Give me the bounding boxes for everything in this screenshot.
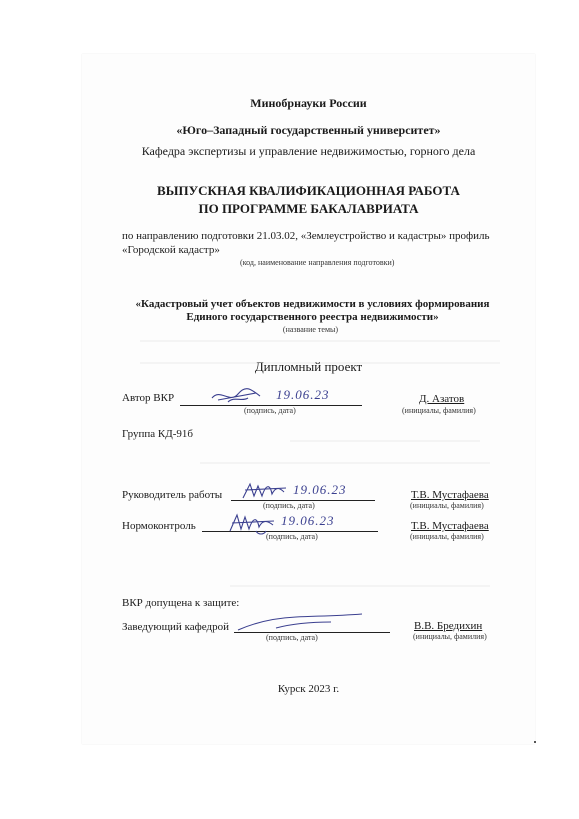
city-year: Курск 2023 г. (277, 683, 340, 695)
topic-line2: Единого государственного реестра недвижимости» (186, 311, 439, 323)
project-type: Дипломный проект (254, 359, 363, 374)
normcontrol-label: Нормоконтроль (122, 520, 196, 532)
author-name: Д. Азатов (419, 393, 465, 405)
supervisor-name: Т.В. Мустафаева (411, 489, 489, 501)
normcontrol-signature-date: 19.06.23 (281, 513, 335, 528)
department-name: Кафедра экспертизы и управление недвижимостью, горного дела (141, 144, 476, 158)
head-name-caption: (инициалы, фамилия) (413, 632, 487, 641)
head-name: В.В. Бредихин (414, 620, 483, 632)
normcontrol-sign-caption: (подпись, дата) (266, 532, 318, 541)
bleed-through-mark (290, 440, 480, 442)
ministry-name: Минобрнауки России (250, 96, 367, 110)
normcontrol-name-caption: (инициалы, фамилия) (410, 532, 484, 541)
admission-text: ВКР допущена к защите: (122, 597, 240, 609)
university-name: «Юго–Западный государственный университет» (176, 123, 441, 137)
work-title-line2: ПО ПРОГРАММЕ БАКАЛАВРИАТА (198, 201, 419, 216)
supervisor-name-caption: (инициалы, фамилия) (410, 501, 484, 510)
direction-caption: (код, наименование направления подготовки) (240, 258, 395, 267)
author-name-caption: (инициалы, фамилия) (402, 406, 476, 415)
author-sign-caption: (подпись, дата) (244, 406, 296, 415)
supervisor-label: Руководитель работы (122, 489, 223, 501)
head-sign-caption: (подпись, дата) (266, 633, 318, 642)
bleed-through-mark (140, 340, 500, 342)
supervisor-sign-caption: (подпись, дата) (263, 501, 315, 510)
topic-caption: (название темы) (282, 325, 339, 334)
author-signature-date: 19.06.23 (276, 387, 330, 402)
work-title-line1: ВЫПУСКНАЯ КВАЛИФИКАЦИОННАЯ РАБОТА (157, 183, 460, 198)
supervisor-signature-date: 19.06.23 (293, 482, 347, 497)
direction-line1: по направлению подготовки 21.03.02, «Землеустройство и кадастры» профиль (122, 230, 490, 242)
topic-line1: «Кадастровый учет объектов недвижимости в условиях формирования (135, 298, 490, 310)
author-signature (208, 384, 268, 408)
head-label: Заведующий кафедрой (122, 621, 229, 633)
scan-speck (534, 741, 536, 743)
bleed-through-mark (200, 462, 490, 464)
normcontrol-name: Т.В. Мустафаева (411, 520, 489, 532)
head-signature (236, 608, 366, 634)
bleed-through-mark (230, 585, 490, 587)
author-label: Автор ВКР (122, 392, 175, 404)
direction-line2: «Городской кадастр» (122, 244, 220, 256)
group-label: Группа КД-91б (122, 428, 194, 440)
